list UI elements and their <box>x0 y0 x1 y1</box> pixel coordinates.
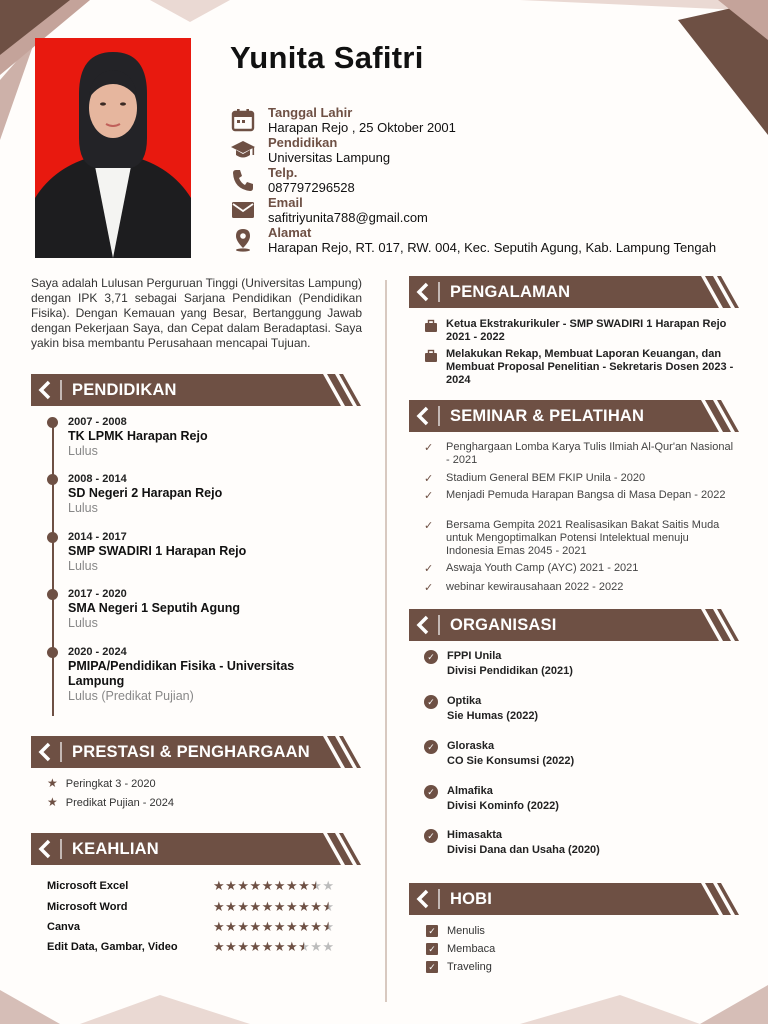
skill-rating <box>213 939 335 955</box>
organization-role: CO Sie Konsumsi (2022) <box>447 755 575 767</box>
section-header-organisasi <box>409 609 739 641</box>
section-header-prestasi <box>31 736 361 768</box>
organization-name: Himasakta <box>447 829 503 841</box>
seminar-text: webinar kewirausahaan 2022 - 2022 <box>446 581 624 593</box>
organization-role: Divisi Dana dan Usaha (2020) <box>447 844 600 856</box>
star-icon: ★ <box>261 939 274 954</box>
section-header-pengalaman <box>409 276 739 308</box>
star-icon: ★ <box>249 919 262 934</box>
star-icon: ★ <box>225 878 238 893</box>
info-birth <box>230 105 456 135</box>
organization-item <box>424 828 600 858</box>
experience-item <box>424 318 746 344</box>
email-icon <box>230 197 256 223</box>
timeline-dot <box>47 589 58 600</box>
star-icon: ★ <box>213 939 226 954</box>
info-label-education: Pendidikan <box>268 135 338 150</box>
hobby-text: Traveling <box>447 961 492 973</box>
location-pin-icon <box>230 227 256 253</box>
star-icon: ★ <box>225 899 238 914</box>
info-value-email: safitriyunita788@gmail.com <box>268 210 428 225</box>
star-icon: ★ <box>213 878 226 893</box>
info-label-address: Alamat <box>268 225 312 240</box>
organization-item <box>424 694 538 724</box>
education-item <box>47 645 328 704</box>
star-icon: ★ <box>249 939 262 954</box>
education-school: PMIPA/Pendidikan Fisika - Universitas Lampung <box>68 659 295 688</box>
skill-name: Microsoft Word <box>47 901 128 913</box>
seminar-item <box>424 581 738 594</box>
education-years: 2014 - 2017 <box>68 531 127 543</box>
experience-text: Ketua Ekstrakurikuler - SMP SWADIRI 1 Harapan Rejo 2021 - 2022 <box>446 318 727 343</box>
education-result: Lulus (Predikat Pujian) <box>68 689 194 703</box>
education-years: 2017 - 2020 <box>68 588 127 600</box>
column-divider <box>385 280 387 1002</box>
education-school: TK LPMK Harapan Rejo <box>68 429 208 443</box>
star-icon: ★ <box>273 899 286 914</box>
organization-item <box>424 739 574 769</box>
check-circle-icon: ✓ <box>424 829 438 843</box>
section-title-pendidikan: PENDIDIKAN <box>72 381 177 399</box>
skill-rating <box>213 919 335 935</box>
section-header-seminar <box>409 400 739 432</box>
star-icon: ★ <box>213 919 226 934</box>
seminar-item <box>424 562 738 575</box>
briefcase-icon <box>424 349 438 363</box>
person-name: Yunita Safitri <box>230 40 424 75</box>
seminar-item <box>424 472 738 485</box>
section-header-keahlian <box>31 833 361 865</box>
star-icon: ★ <box>273 919 286 934</box>
timeline-dot <box>47 474 58 485</box>
check-icon: ✓ <box>424 442 434 454</box>
info-address <box>230 225 716 255</box>
check-icon: ✓ <box>424 520 434 532</box>
skill-name: Canva <box>47 921 81 933</box>
education-item <box>47 415 208 459</box>
organization-name: Gloraska <box>447 740 495 752</box>
organization-name: Almafika <box>447 785 493 797</box>
star-icon: ★ <box>298 878 311 893</box>
achievement-text: Peringkat 3 - 2020 <box>65 778 156 790</box>
hobby-item <box>426 925 485 937</box>
star-icon: ★ <box>225 919 238 934</box>
skill-name: Edit Data, Gambar, Video <box>47 941 178 953</box>
check-icon: ✓ <box>424 563 434 575</box>
star-icon: ★ <box>47 776 58 790</box>
section-header-hobi <box>409 883 739 915</box>
info-label-email: Email <box>268 195 303 210</box>
education-result: Lulus <box>68 559 98 573</box>
organization-name: Optika <box>447 695 482 707</box>
education-result: Lulus <box>68 444 98 458</box>
star-icon: ★ <box>322 939 335 954</box>
education-item <box>47 587 240 631</box>
check-icon: ✓ <box>424 490 434 502</box>
star-icon: ★ <box>47 795 58 809</box>
star-icon: ★ <box>249 899 262 914</box>
info-value-address: Harapan Rejo, RT. 017, RW. 004, Kec. Seputih Agung, Kab. Lampung Tengah <box>268 240 717 255</box>
star-icon: ★ <box>237 899 250 914</box>
graduation-cap-icon <box>230 137 256 163</box>
education-school: SD Negeri 2 Harapan Rejo <box>68 486 223 500</box>
check-icon: ✓ <box>424 582 434 594</box>
star-icon: ★ <box>310 878 323 893</box>
section-title-keahlian: KEAHLIAN <box>72 840 159 858</box>
experience-text: Melakukan Rekap, Membuat Laporan Keuangan, dan Membuat Proposal Penelitian - Sekretaris Dosen 2023 - 2024 <box>446 348 734 386</box>
seminar-text: Menjadi Pemuda Harapan Bangsa di Masa Depan - 2022 <box>446 489 726 501</box>
star-icon: ★ <box>249 878 262 893</box>
education-result: Lulus <box>68 616 98 630</box>
section-title-organisasi: ORGANISASI <box>450 616 557 634</box>
info-value-phone: 087797296528 <box>268 180 355 195</box>
info-label-phone: Telp. <box>268 165 298 180</box>
phone-icon <box>230 167 256 193</box>
info-email <box>230 195 428 225</box>
profile-photo <box>35 38 191 258</box>
hobby-item <box>426 943 495 955</box>
timeline-dot <box>47 532 58 543</box>
organization-name: FPPI Unila <box>447 650 502 662</box>
organization-item <box>424 784 559 814</box>
checkbox-icon: ✓ <box>426 943 438 955</box>
education-years: 2007 - 2008 <box>68 416 127 428</box>
organization-role: Divisi Kominfo (2022) <box>447 800 559 812</box>
seminar-text: Aswaja Youth Camp (AYC) 2021 - 2021 <box>446 562 639 574</box>
section-title-seminar: SEMINAR & PELATIHAN <box>450 407 645 425</box>
star-icon: ★ <box>237 919 250 934</box>
check-circle-icon: ✓ <box>424 785 438 799</box>
education-item <box>47 530 246 574</box>
seminar-item <box>424 441 738 467</box>
checkbox-icon: ✓ <box>426 961 438 973</box>
star-icon: ★ <box>273 939 286 954</box>
seminar-item <box>424 519 738 558</box>
star-icon: ★ <box>298 899 311 914</box>
star-icon: ★ <box>261 878 274 893</box>
achievement-text: Predikat Pujian - 2024 <box>65 797 174 809</box>
skill-name: Microsoft Excel <box>47 880 129 892</box>
star-icon: ★ <box>273 878 286 893</box>
check-circle-icon: ✓ <box>424 695 438 709</box>
star-icon: ★ <box>310 899 323 914</box>
star-icon: ★ <box>261 919 274 934</box>
seminar-item <box>424 489 738 502</box>
star-icon: ★ <box>285 899 299 914</box>
seminar-text: Bersama Gempita 2021 Realisasikan Bakat Saitis Muda untuk Mengoptimalkan Potensi Intelektual menuju Indonesia Emas 2045 - 2021 <box>446 519 720 557</box>
education-years: 2020 - 2024 <box>68 646 127 658</box>
about-text: Saya adalah Lulusan Perguruan Tinggi (Universitas Lampung) dengan IPK 3,71 sebagai Sarjana Pendidikan (Pendidikan Fisika). Dengan Kemauan yang Besar, Bertanggung Jawab dengan Pekerjaan Saya, dan Cepat dalam Beradaptasi. Saya yakin bisa membantu Perusahaan mencapai Tujuan. <box>31 276 362 350</box>
section-title-hobi: HOBI <box>450 890 493 908</box>
seminar-text: Stadium General BEM FKIP Unila - 2020 <box>446 472 646 484</box>
hobby-text: Menulis <box>447 925 485 937</box>
star-icon: ★ <box>310 939 323 954</box>
check-circle-icon: ✓ <box>424 650 438 664</box>
star-icon: ★ <box>310 919 323 934</box>
info-education <box>230 135 390 165</box>
star-icon: ★ <box>298 919 311 934</box>
check-circle-icon: ✓ <box>424 740 438 754</box>
seminar-text: Penghargaan Lomba Karya Tulis Ilmiah Al-Qur'an Nasional - 2021 <box>446 441 734 466</box>
calendar-icon <box>230 107 256 133</box>
star-icon: ★ <box>237 939 250 954</box>
achievement-item <box>47 796 174 810</box>
section-title-pengalaman: PENGALAMAN <box>450 283 571 301</box>
experience-item <box>424 348 746 387</box>
star-icon: ★ <box>261 899 274 914</box>
hobby-item <box>426 961 492 973</box>
info-value-education: Universitas Lampung <box>268 150 391 165</box>
star-icon: ★ <box>225 939 238 954</box>
star-icon: ★ <box>285 878 299 893</box>
info-phone <box>230 165 355 195</box>
star-icon: ★ <box>285 919 299 934</box>
achievement-item <box>47 777 156 791</box>
section-header-pendidikan <box>31 374 361 406</box>
education-school: SMP SWADIRI 1 Harapan Rejo <box>68 544 247 558</box>
education-result: Lulus <box>68 501 98 515</box>
hobby-text: Membaca <box>447 943 496 955</box>
star-icon: ★ <box>213 899 226 914</box>
check-icon: ✓ <box>424 473 434 485</box>
timeline-dot <box>47 647 58 658</box>
briefcase-icon <box>424 319 438 333</box>
star-icon: ★ <box>285 939 299 954</box>
skill-rating <box>213 878 335 894</box>
info-value-birth: Harapan Rejo , 25 Oktober 2001 <box>268 120 456 135</box>
education-years: 2008 - 2014 <box>68 473 127 485</box>
star-icon: ★ <box>237 878 250 893</box>
organization-item <box>424 649 573 679</box>
checkbox-icon: ✓ <box>426 925 438 937</box>
education-school: SMA Negeri 1 Seputih Agung <box>68 601 240 615</box>
star-icon: ★ <box>322 878 335 893</box>
section-title-prestasi: PRESTASI & PENGHARGAAN <box>72 743 310 761</box>
timeline-dot <box>47 417 58 428</box>
organization-role: Sie Humas (2022) <box>447 710 539 722</box>
star-icon: ★ <box>322 919 335 934</box>
star-icon: ★ <box>322 899 335 914</box>
organization-role: Divisi Pendidikan (2021) <box>447 665 573 677</box>
star-icon: ★ <box>298 939 311 954</box>
education-item <box>47 472 222 516</box>
skill-rating <box>213 899 335 915</box>
info-label-birth: Tanggal Lahir <box>268 105 353 120</box>
